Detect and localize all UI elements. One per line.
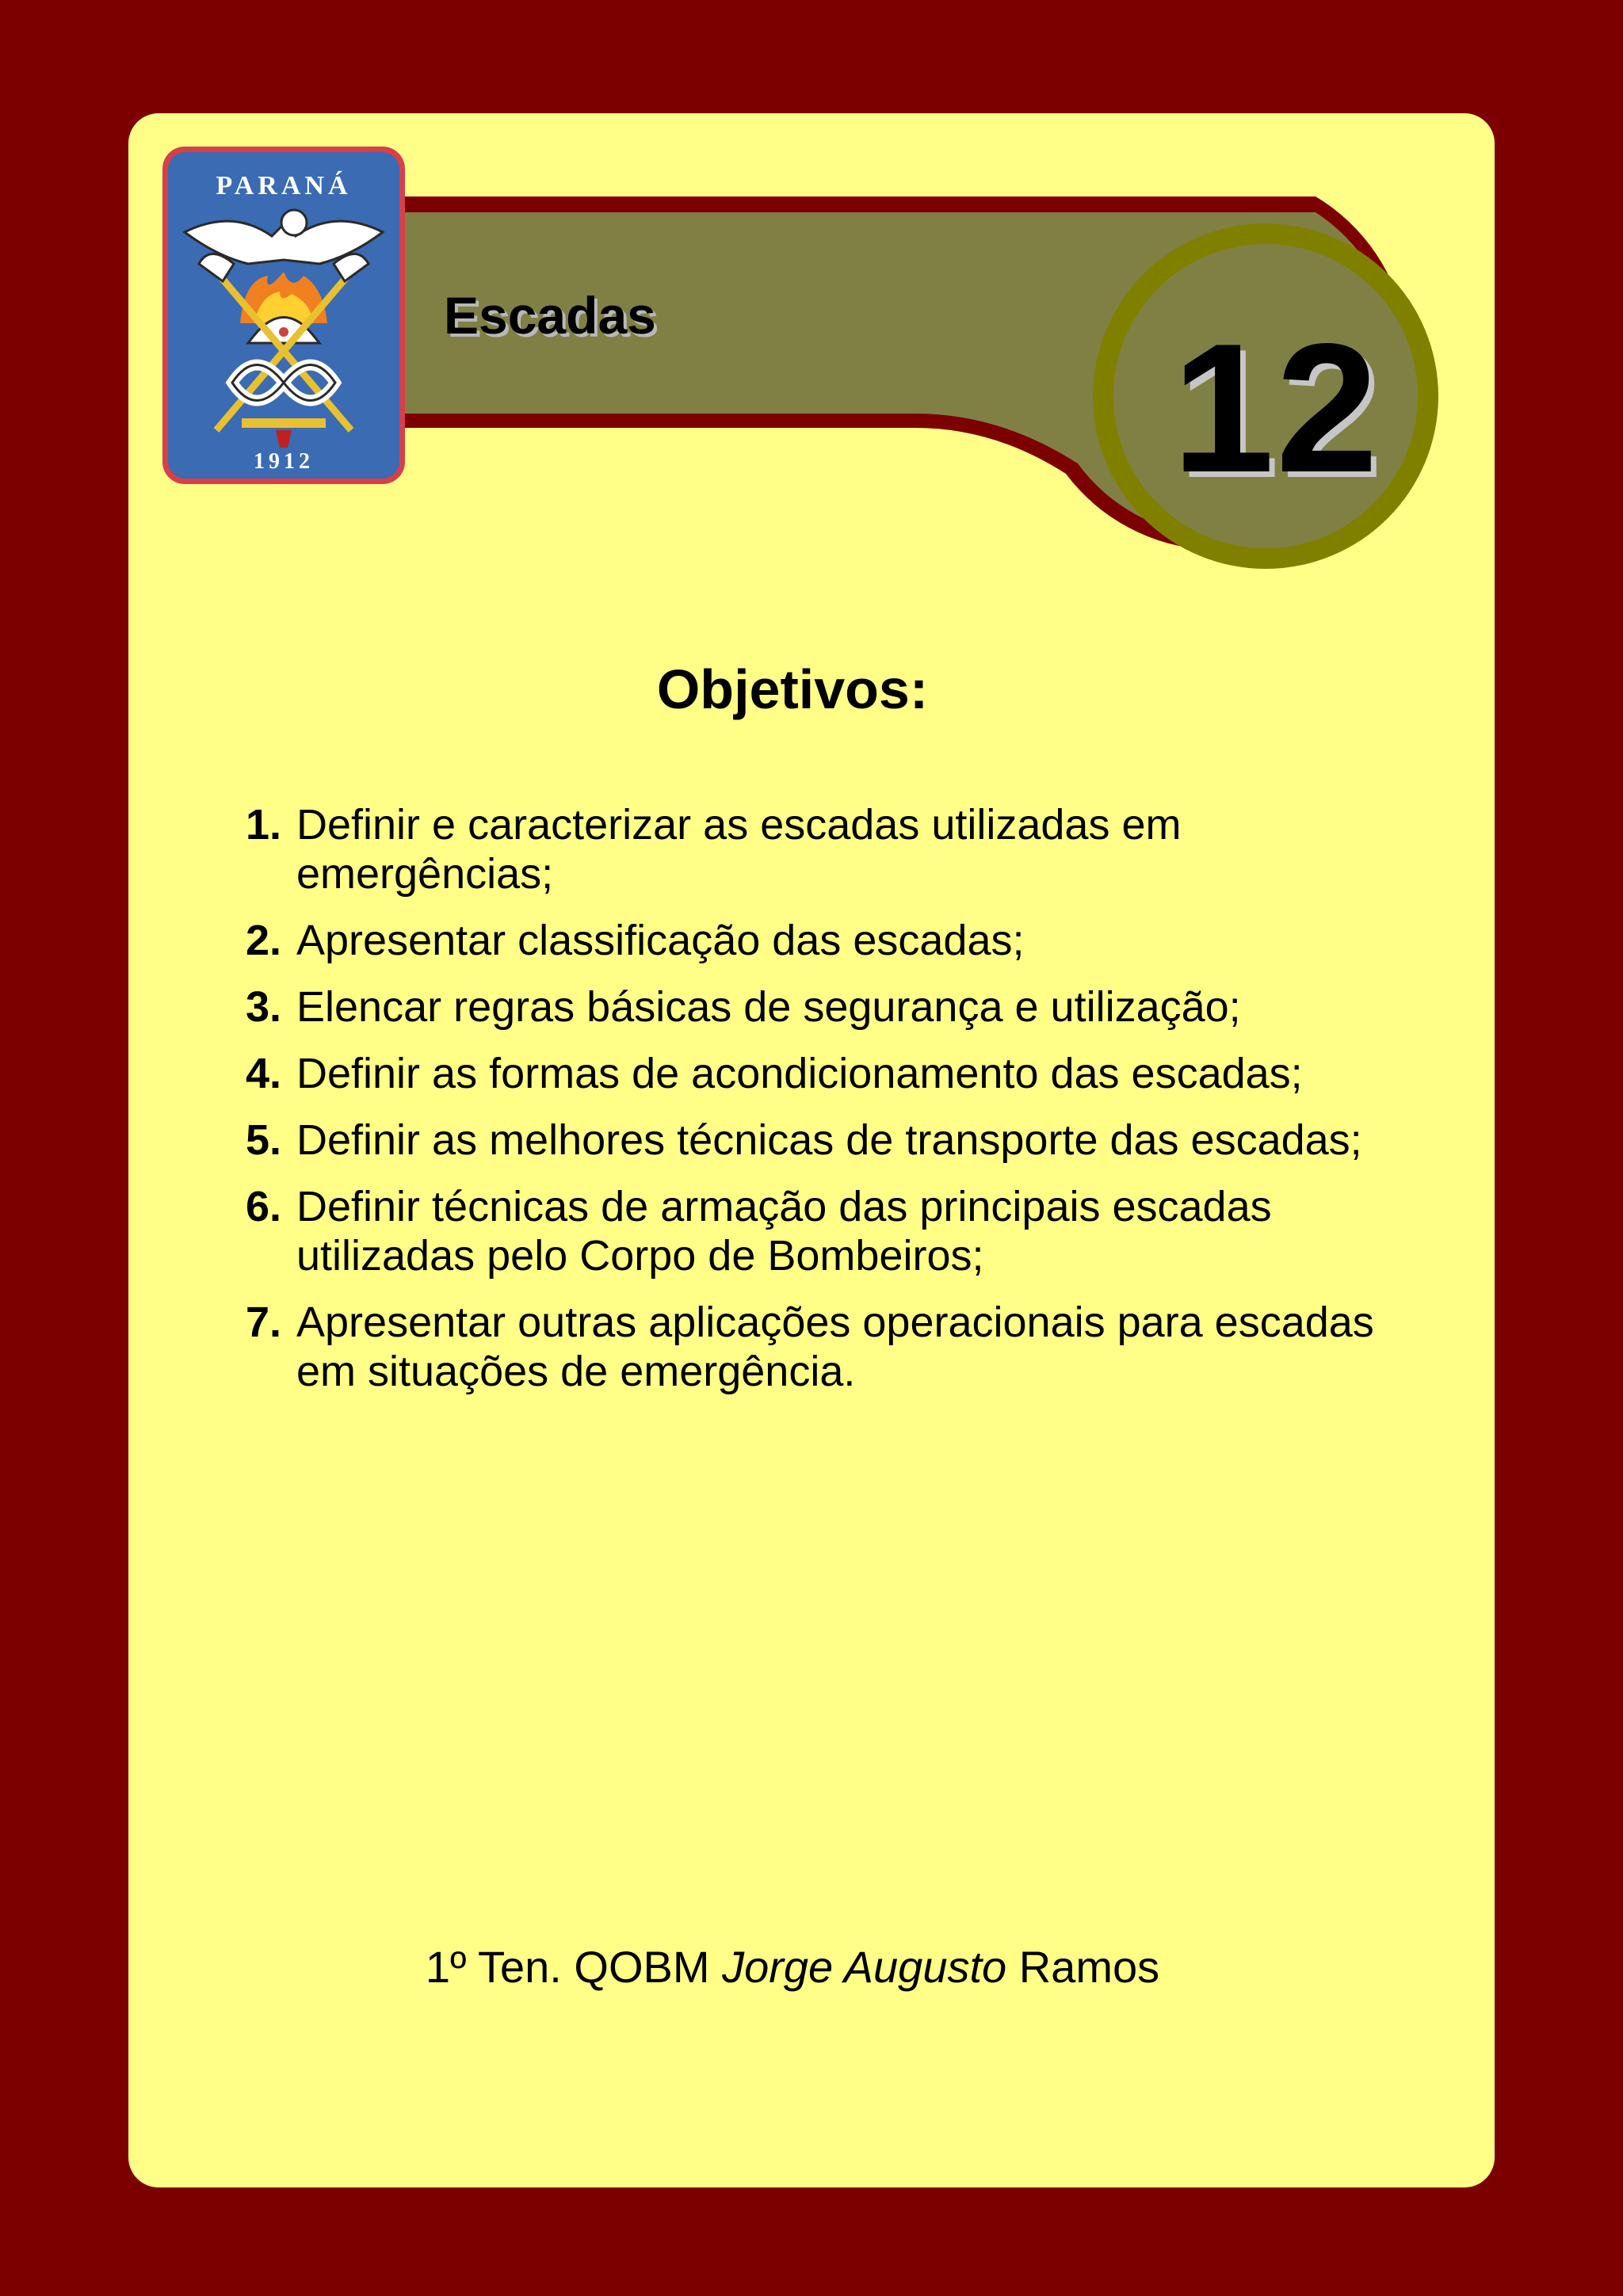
objective-item	[246, 1298, 1434, 1396]
objective-text: Definir as melhores técnicas de transporte das escadas;	[296, 1116, 1362, 1164]
objective-item	[246, 916, 1434, 965]
objectives-list	[246, 800, 1434, 1413]
author-rank: 1º Ten. QOBM	[425, 1942, 723, 1992]
objective-text: Elencar regras básicas de segurança e utilização;	[296, 983, 1241, 1031]
author-credit	[0, 1941, 1585, 1993]
emblem-year: 1912	[254, 449, 314, 474]
objective-text: Definir as formas de acondicionamento das escadas;	[296, 1050, 1303, 1097]
objective-item	[246, 1182, 1434, 1280]
objective-text: Apresentar outras aplicações operacionais para escadas em situações de emergência.	[296, 1299, 1374, 1395]
objective-text: Definir técnicas de armação das principais escadas utilizadas pelo Corpo de Bombeiros;	[296, 1183, 1272, 1280]
objective-number: 3.	[246, 983, 282, 1031]
objective-number: 6.	[246, 1183, 282, 1230]
objective-number: 7.	[246, 1299, 282, 1346]
author-surname: Ramos	[1006, 1942, 1160, 1992]
eagle-head	[281, 210, 307, 235]
chapter-title: Escadas	[444, 286, 656, 345]
chapter-number: 12	[1171, 306, 1381, 511]
objective-item	[246, 1116, 1434, 1165]
objective-text: Apresentar classificação das escadas;	[296, 917, 1025, 964]
objective-number: 5.	[246, 1116, 282, 1164]
objective-item	[246, 1049, 1434, 1098]
emblem-top-text: PARANÁ	[216, 171, 352, 200]
objectives-heading: Objetivos:	[656, 658, 929, 720]
objective-number: 1.	[246, 801, 282, 849]
objective-item	[246, 982, 1434, 1032]
objective-number: 4.	[246, 1050, 282, 1097]
parana-fire-brigade-emblem	[161, 145, 407, 486]
objective-item	[246, 800, 1434, 898]
objective-number: 2.	[246, 917, 282, 964]
objective-text: Definir e caracterizar as escadas utilizadas em emergências;	[296, 801, 1182, 898]
author-given-names: Jorge Augusto	[722, 1942, 1007, 1992]
